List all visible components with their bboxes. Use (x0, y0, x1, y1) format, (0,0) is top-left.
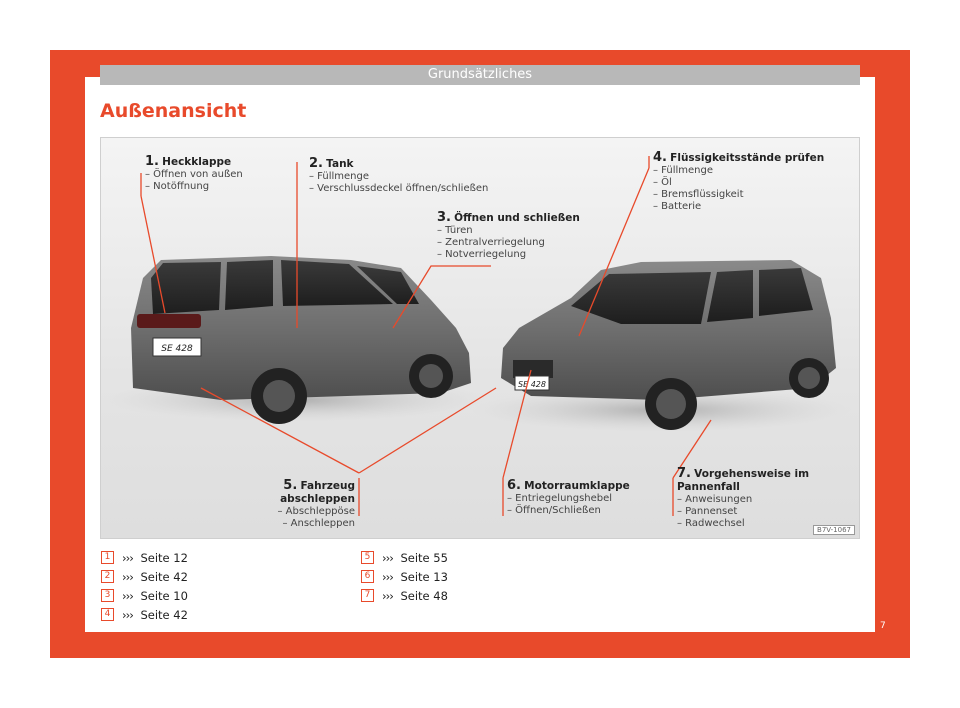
callout-7: 7. Vorgehensweise im Pannenfall – Anweisungen – Pannenset – Radwechsel (677, 466, 810, 529)
figure-code: B7V-1067 (813, 525, 855, 535)
ref-item[interactable]: 3 ››› Seite 10 (101, 586, 188, 605)
ref-item[interactable]: 1 ››› Seite 12 (101, 548, 188, 567)
callout-6: 6. Motorraumklappe – Entriegelungshebel – Öffnen/Schließen (507, 478, 630, 516)
section-header: Grundsätzliches (100, 65, 860, 85)
ref-item[interactable]: 6 ››› Seite 13 (361, 567, 448, 586)
ref-item[interactable]: 4 ››› Seite 42 (101, 605, 188, 624)
ref-item[interactable]: 2 ››› Seite 42 (101, 567, 188, 586)
callout-2: 2. Tank – Füllmenge – Verschlussdeckel öffnen/schließen (309, 156, 489, 194)
rear-plate: SE 428 (161, 344, 193, 354)
callout-1: 1. Heckklappe – Öffnen von außen – Notöffnung (145, 154, 243, 192)
refs-left (101, 548, 188, 624)
ref-item[interactable]: 7 ››› Seite 48 (361, 586, 448, 605)
front-plate: SE 428 (518, 380, 546, 389)
callout-3: 3. Öffnen und schließen – Türen – Zentralverriegelung – Notverriegelung (437, 210, 580, 260)
front-car (471, 260, 851, 432)
refs-right (361, 548, 448, 605)
page-title: Außenansicht (100, 100, 247, 122)
ref-item[interactable]: 5 ››› Seite 55 (361, 548, 448, 567)
page-number: 7 (880, 621, 886, 631)
car-exterior-figure (100, 137, 860, 539)
callout-5: 5. Fahrzeug abschleppen – Abschleppöse – Anschleppen (277, 478, 355, 529)
rear-car (106, 256, 486, 424)
callout-4: 4. Flüssigkeitsstände prüfen – Füllmenge – Öl – Bremsflüssigkeit – Batterie (653, 150, 825, 212)
